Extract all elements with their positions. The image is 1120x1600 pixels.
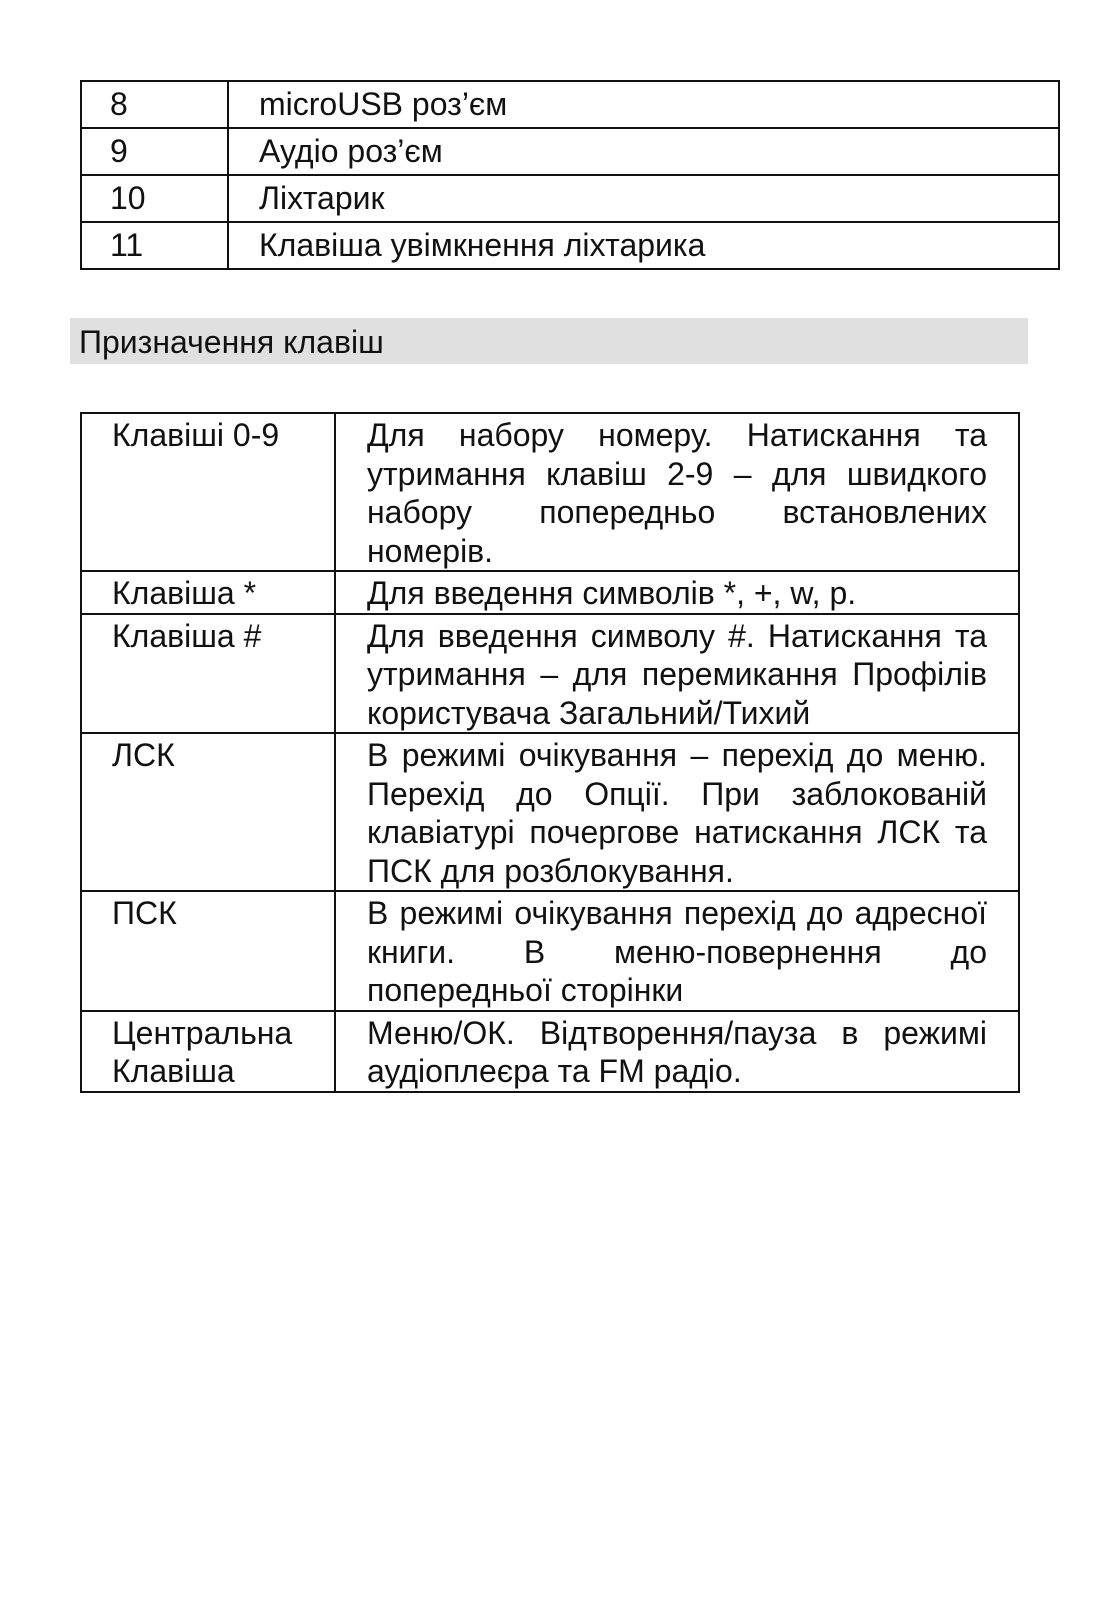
table-row	[81, 81, 1059, 128]
part-number: 9	[81, 128, 228, 175]
keys-table	[80, 412, 1020, 1093]
key-description: В режимі очікування – перехід до меню. Перехід до Опції. При заблокованій клавіатурі почергове натискання ЛСК та ПСК для розблокування.	[335, 733, 1019, 891]
table-row	[81, 1011, 1019, 1092]
part-number: 10	[81, 175, 228, 222]
key-name: ПСК	[81, 891, 335, 1011]
parts-table	[80, 80, 1060, 270]
key-description: Для введення символу #. Натискання та утримання – для перемикання Профілів користувача Загальний/Тихий	[335, 614, 1019, 734]
table-row	[81, 175, 1059, 222]
table-row	[81, 128, 1059, 175]
part-label: Ліхтарик	[228, 175, 1059, 222]
key-description: Для набору номеру. Натискання та утримання клавіш 2-9 – для швидкого набору попередньо встановлених номерів.	[335, 413, 1019, 571]
key-description: В режимі очікування перехід до адресної книги. В меню-повернення до попередньої сторінки	[335, 891, 1019, 1011]
key-name: Центральна Клавіша	[81, 1011, 335, 1092]
part-label: Клавіша увімкнення ліхтарика	[228, 222, 1059, 269]
key-name: ЛСК	[81, 733, 335, 891]
part-number: 11	[81, 222, 228, 269]
key-description: Для введення символів *, +, w, p.	[335, 571, 1019, 614]
key-name: Клавіші 0-9	[81, 413, 335, 571]
part-number: 8	[81, 81, 228, 128]
table-row	[81, 614, 1019, 734]
key-name: Клавіша *	[81, 571, 335, 614]
key-description: Меню/ОК. Відтворення/пауза в режимі аудіоплеєра та FM радіо.	[335, 1011, 1019, 1092]
table-row	[81, 571, 1019, 614]
table-row	[81, 733, 1019, 891]
table-row	[81, 413, 1019, 571]
part-label: microUSB роз’єм	[228, 81, 1059, 128]
table-row	[81, 891, 1019, 1011]
section-heading: Призначення клавіш	[70, 318, 1028, 364]
table-row	[81, 222, 1059, 269]
part-label: Аудіо роз’єм	[228, 128, 1059, 175]
key-name: Клавіша #	[81, 614, 335, 734]
